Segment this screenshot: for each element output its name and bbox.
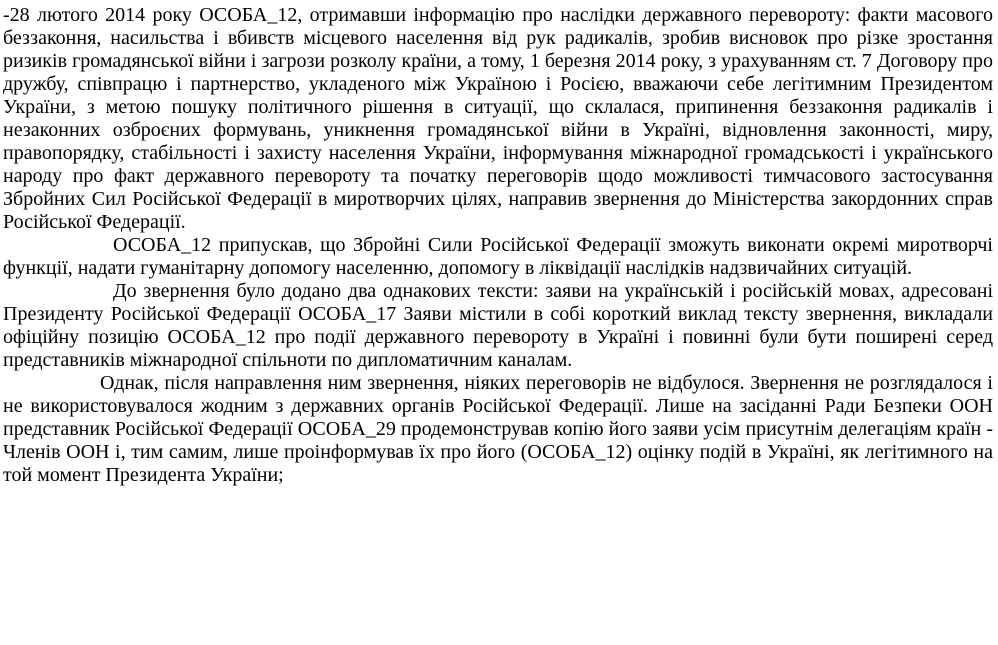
paragraph-3: До звернення було додано два однакових тексти: заяви на українській і російській мовах, адресовані Президенту Російської Федерації ОСОБА_17 Заяви містили в собі короткий виклад тексту звернення, викладали офіційну позицію ОСОБА_12 про події державного перевороту в Україні і повинні були бути поширені серед представників міжнародної спільноти по дипломатичним каналам. <box>3 280 993 371</box>
paragraph-1: -28 лютого 2014 року ОСОБА_12, отримавши інформацію про наслідки державного перевороту: факти масового беззаконня, насильства і вбивств місцевого населення від рук радикалів, зробив висновок про різке зростання ризиків громадянської війни і загрози розколу країни, а тому, 1 березня 2014 року, з урахуванням ст. 7 Договору про дружбу, співпрацю і партнерство, укладеного між Україною і Росією, вважаючи себе легітимним Президентом України, з метою пошуку політичного рішення в ситуації, що склалася, припинення беззаконня радикалів і незаконних озброєних формувань, уникнення громадянської війни в Україні, відновлення законності, миру, правопорядку, стабільності і захисту населення України, інформування міжнародної громадськості і українського народу про факт державного перевороту та початку переговорів щодо можливості тимчасового застосування Збройних Сил Російської Федерації в миротворчих цілях, направив звернення до Міністерства закордонних справ Російської Федерації. <box>3 4 993 233</box>
paragraph-4: Однак, після направлення ним звернення, ніяких переговорів не відбулося. Звернення не розглядалося і не використовувалося жодним з державних органів Російської Федерації. Лише на засіданні Ради Безпеки ООН представник Російської Федерації ОСОБА_29 продемонстрував копію його заяви усім присутнім делегаціям країн - Членів ООН і, тим самим, лише проінформував їх про його (ОСОБА_12) оцінку подій в Україні, як легітимного на той момент Президента України; <box>3 372 993 486</box>
paragraph-2: ОСОБА_12 припускав, що Збройні Сили Російської Федерації зможуть виконати окремі миротворчі функції, надати гуманітарну допомогу населенню, допомогу в ліквідації наслідків надзвичайних ситуацій. <box>3 234 993 279</box>
